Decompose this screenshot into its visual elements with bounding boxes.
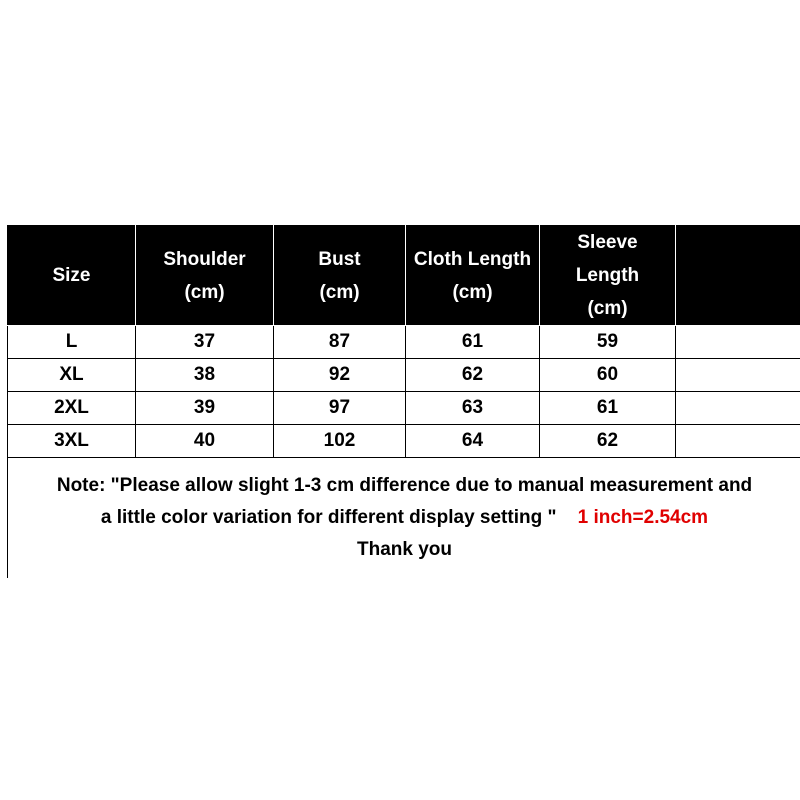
cell-empty [676,326,800,359]
cell-bust: 92 [274,359,406,392]
size-chart [7,225,800,578]
cell-bust: 97 [274,392,406,425]
cell-bust: 87 [274,326,406,359]
table-row [8,326,800,359]
table-row [8,425,800,458]
cell-cloth-length: 64 [406,425,540,458]
cell-sleeve-length: 60 [540,359,676,392]
header-size: Size [8,226,136,326]
note-line-2-text: a little color variation for different display setting " [100,507,557,528]
header-cloth-length: Cloth Length (cm) [406,226,540,326]
cell-sleeve-length: 59 [540,326,676,359]
table-row [8,392,800,425]
cell-size: 3XL [8,425,136,458]
header-shoulder: Shoulder (cm) [136,226,274,326]
cell-shoulder: 37 [136,326,274,359]
cell-shoulder: 39 [136,392,274,425]
cell-size: 2XL [8,392,136,425]
cell-size: L [8,326,136,359]
cell-empty [676,359,800,392]
size-table [7,225,800,578]
cell-cloth-length: 61 [406,326,540,359]
header-bust: Bust (cm) [274,226,406,326]
table-row [8,359,800,392]
cell-shoulder: 40 [136,425,274,458]
cell-size: XL [8,359,136,392]
note-text [8,470,800,566]
cell-shoulder: 38 [136,359,274,392]
note-line-3: Thank you [356,539,452,560]
cell-empty [676,392,800,425]
header-empty [676,226,800,326]
note-line-1: Note: "Please allow slight 1-3 cm difference due to manual measurement and [56,475,753,496]
cell-sleeve-length: 62 [540,425,676,458]
header-row [8,226,800,326]
cell-cloth-length: 62 [406,359,540,392]
note-row [8,458,800,579]
note-line-2 [12,502,797,534]
cell-cloth-length: 63 [406,392,540,425]
cell-sleeve-length: 61 [540,392,676,425]
header-sleeve-length: Sleeve Length (cm) [540,226,676,326]
cell-bust: 102 [274,425,406,458]
note-cell [8,458,800,579]
inch-conversion: 1 inch=2.54cm [577,507,709,528]
cell-empty [676,425,800,458]
